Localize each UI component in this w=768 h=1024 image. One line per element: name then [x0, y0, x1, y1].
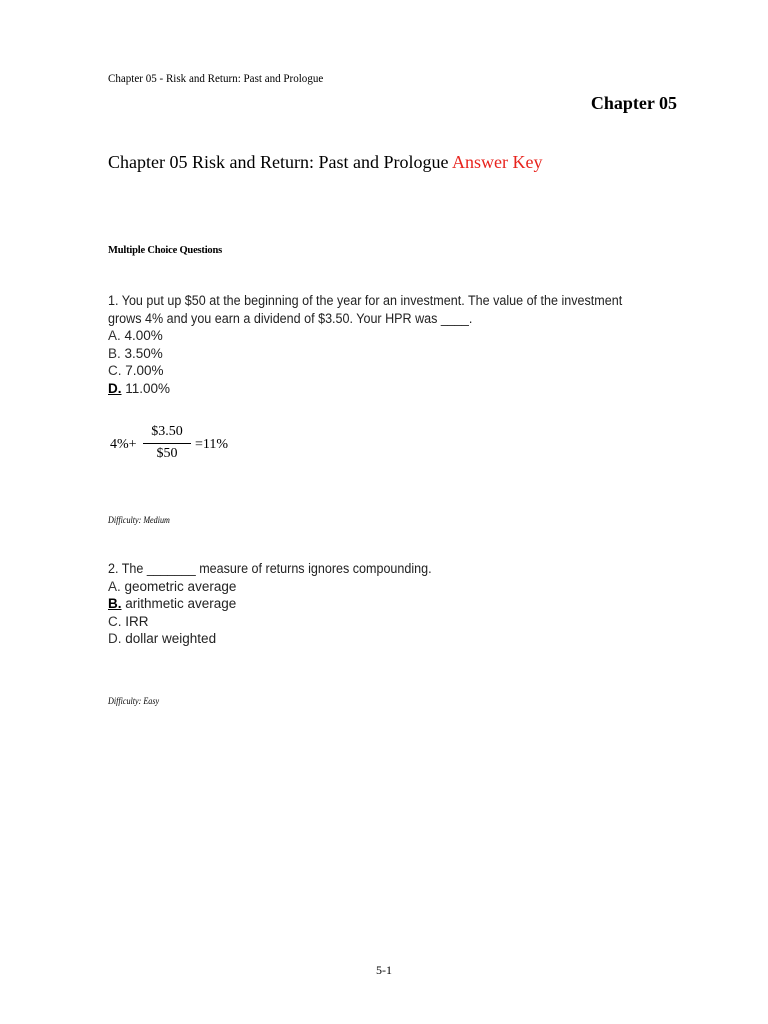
- option-text: 7.00%: [125, 363, 164, 378]
- option-text: 4.00%: [124, 328, 163, 343]
- option-text: 3.50%: [124, 345, 163, 361]
- document-title-main: Chapter 05 Risk and Return: Past and Prologue: [108, 152, 449, 172]
- option-text: IRR: [125, 613, 149, 629]
- answer-key-label: Answer Key: [451, 152, 543, 172]
- question-1-option-d: [108, 380, 661, 398]
- running-header: Chapter 05 - Risk and Return: Past and Prologue: [108, 71, 324, 85]
- hpr-formula: [110, 424, 250, 468]
- question-1-stem-line-1: 1. You put up $50 at the beginning of the year for an investment. The value of the investment: [108, 293, 623, 308]
- option-letter: A.: [108, 328, 121, 343]
- question-1: [108, 292, 661, 397]
- formula-lhs: 4%+: [110, 437, 137, 452]
- formula-numerator: $3.50: [151, 424, 183, 439]
- question-1-option-b: [108, 345, 661, 363]
- formula-fraction: [143, 424, 191, 462]
- question-1-option-c: [108, 362, 661, 380]
- option-text: arithmetic average: [125, 596, 237, 611]
- correct-option-letter: B.: [108, 596, 122, 611]
- question-2: [108, 560, 456, 648]
- option-text: geometric average: [124, 578, 237, 594]
- option-letter: D.: [108, 631, 122, 646]
- question-2-difficulty: Difficulty: Easy: [108, 696, 160, 706]
- section-heading: Multiple Choice Questions: [108, 245, 223, 256]
- question-2-option-b: [108, 595, 456, 613]
- option-letter: C.: [108, 363, 122, 378]
- option-letter: A.: [108, 578, 121, 594]
- option-text: 11.00%: [125, 380, 171, 396]
- option-letter: C.: [108, 613, 122, 629]
- formula-rhs: =11%: [195, 437, 229, 452]
- question-2-option-d: [108, 630, 456, 648]
- fraction-bar: [143, 443, 191, 444]
- question-2-stem: 2. The _______ measure of returns ignores compounding.: [108, 561, 432, 576]
- page-number: 5-1: [376, 963, 392, 977]
- question-2-option-c: [108, 613, 456, 631]
- option-text: dollar weighted: [125, 631, 217, 646]
- chapter-label: Chapter 05: [590, 93, 677, 113]
- formula-denominator: $50: [156, 446, 178, 461]
- question-1-stem-line-2: grows 4% and you earn a dividend of $3.50. Your HPR was ____.: [108, 310, 473, 326]
- question-2-option-a: [108, 578, 456, 596]
- correct-option-letter: D.: [108, 380, 122, 396]
- question-1-option-a: [108, 327, 661, 345]
- document-title: [108, 152, 542, 173]
- question-1-difficulty: Difficulty: Medium: [108, 515, 170, 525]
- option-letter: B.: [108, 345, 121, 361]
